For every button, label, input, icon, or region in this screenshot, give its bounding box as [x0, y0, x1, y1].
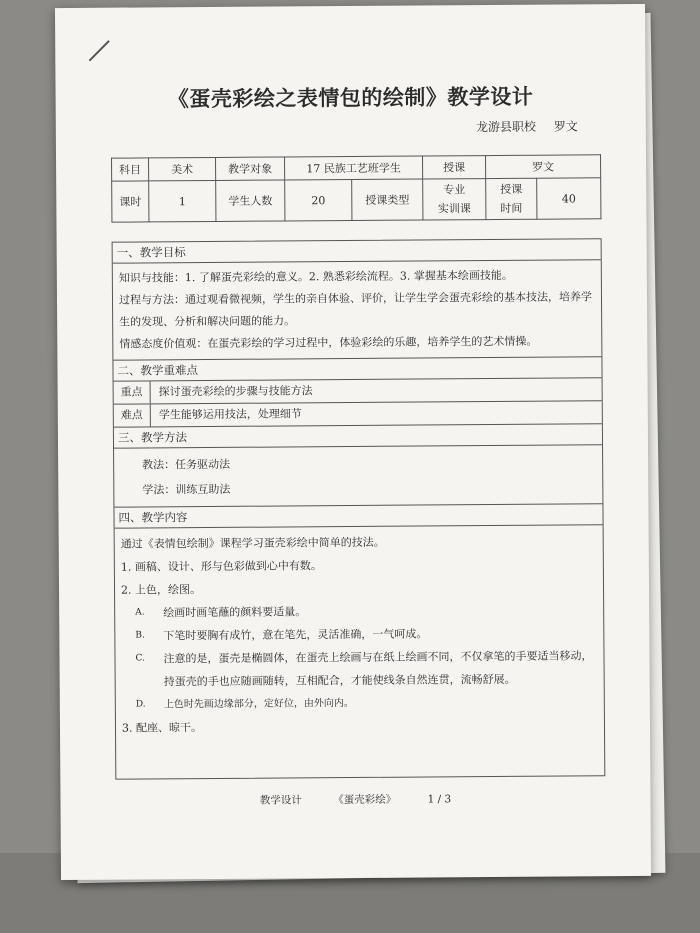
sub-item-text: 绘画时画笔蘸的颜料要适量。 [163, 605, 307, 620]
sub-item-marker: A. [135, 607, 145, 618]
section-heading-objectives: 一、教学目标 [113, 239, 601, 263]
section-heading-content: 四、教学内容 [114, 504, 602, 528]
content-sub-item [122, 690, 598, 716]
document-title: 《蛋壳彩绘之表情包的绘制》教学设计 [167, 84, 534, 112]
content-item-3: 3. 配座、晾干。 [121, 721, 203, 735]
table-cell: 专业 实训课 [423, 179, 486, 220]
table-cell: 17 民族工艺班学生 [285, 156, 423, 180]
teaching-method: 教法：任务驱动法 [142, 457, 231, 472]
content-item-2: 2. 上色，绘图。 [120, 583, 202, 597]
sub-item-text: 上色时先画边缘部分，定好位，由外向内。 [163, 698, 354, 711]
table-cell: 罗文 [486, 155, 601, 179]
page-footer [60, 790, 650, 809]
document-page [55, 4, 651, 880]
sub-item-marker: D. [135, 699, 146, 710]
sub-item-text: 注意的是，蛋壳是椭圆体，在蛋壳上绘画与在纸上绘画不同，不仅拿笔的手要适当移动，持蛋壳的手也应随画随转，互相配合，才能使线条自然连贯，流畅舒展。 [163, 649, 593, 689]
footer-label: 教学设计 [259, 794, 302, 807]
table-cell: 科目 [112, 158, 149, 181]
author-school: 龙游县职校 [475, 119, 537, 135]
objective-attitude: 情感态度价值观：在蛋壳彩绘的学习过程中，体验彩绘的乐趣，培养学生的艺术情操。 [119, 334, 538, 351]
content-sub-item [121, 621, 597, 647]
content-sub-item [121, 598, 597, 624]
lesson-content-box [112, 238, 606, 779]
table-cell: 1 [149, 180, 216, 221]
author-line [476, 117, 578, 135]
key-point-label: 重点 [114, 381, 151, 403]
learning-method: 学法：训练互助法 [142, 482, 231, 497]
table-cell: 学生人数 [216, 180, 285, 221]
sub-item-marker: C. [135, 653, 145, 664]
objective-knowledge: 知识与技能：1. 了解蛋壳彩绘的意义。2. 熟悉彩绘流程。3. 掌握基本绘画技能。 [118, 268, 513, 285]
page-number: 1 / 3 [427, 793, 452, 806]
objective-process: 过程与方法：通过观看微视频，学生的亲自体验、评价，让学生学会蛋壳彩绘的基本技法，培养学生的发现、分析和解决问题的能力。 [118, 290, 593, 329]
section-heading-methods: 三、教学方法 [114, 424, 602, 448]
section-heading-key-points: 二、教学重难点 [113, 357, 601, 381]
table-cell: 授课 时间 [486, 178, 537, 219]
author-name: 罗文 [553, 119, 578, 134]
key-point-row [114, 378, 602, 404]
table-cell: 20 [285, 180, 352, 221]
table-cell: 教学对象 [216, 157, 285, 180]
table-cell: 授课类型 [352, 179, 423, 220]
course-info-table [111, 154, 601, 222]
difficulty-label: 难点 [114, 404, 151, 426]
objectives-body [113, 260, 602, 360]
info-row-2 [112, 178, 601, 222]
table-cell: 授课 [423, 156, 486, 179]
footer-course: 《蛋壳彩绘》 [333, 793, 397, 807]
table-cell: 美术 [149, 157, 216, 180]
difficulty-value: 学生能够运用技法，处理细节 [158, 407, 302, 422]
content-intro: 通过《表情包绘制》课程学习蛋壳彩绘中简单的技法。 [120, 535, 385, 551]
table-cell: 40 [537, 178, 601, 219]
key-point-value: 探讨蛋壳彩绘的步骤与技能方法 [158, 384, 313, 399]
table-cell: 课时 [112, 181, 149, 222]
content-sub-item [121, 644, 597, 693]
info-row-1 [112, 155, 601, 181]
content-item-1: 1. 画稿、设计、形与色彩做到心中有数。 [120, 559, 322, 574]
methods-body [114, 445, 602, 507]
content-body [115, 525, 604, 743]
sub-item-text: 下笔时要胸有成竹，意在笔先，灵活准确，一气呵成。 [163, 627, 428, 643]
pencil-mark [89, 40, 110, 61]
difficulty-row [114, 401, 602, 427]
sub-item-marker: B. [135, 630, 145, 641]
